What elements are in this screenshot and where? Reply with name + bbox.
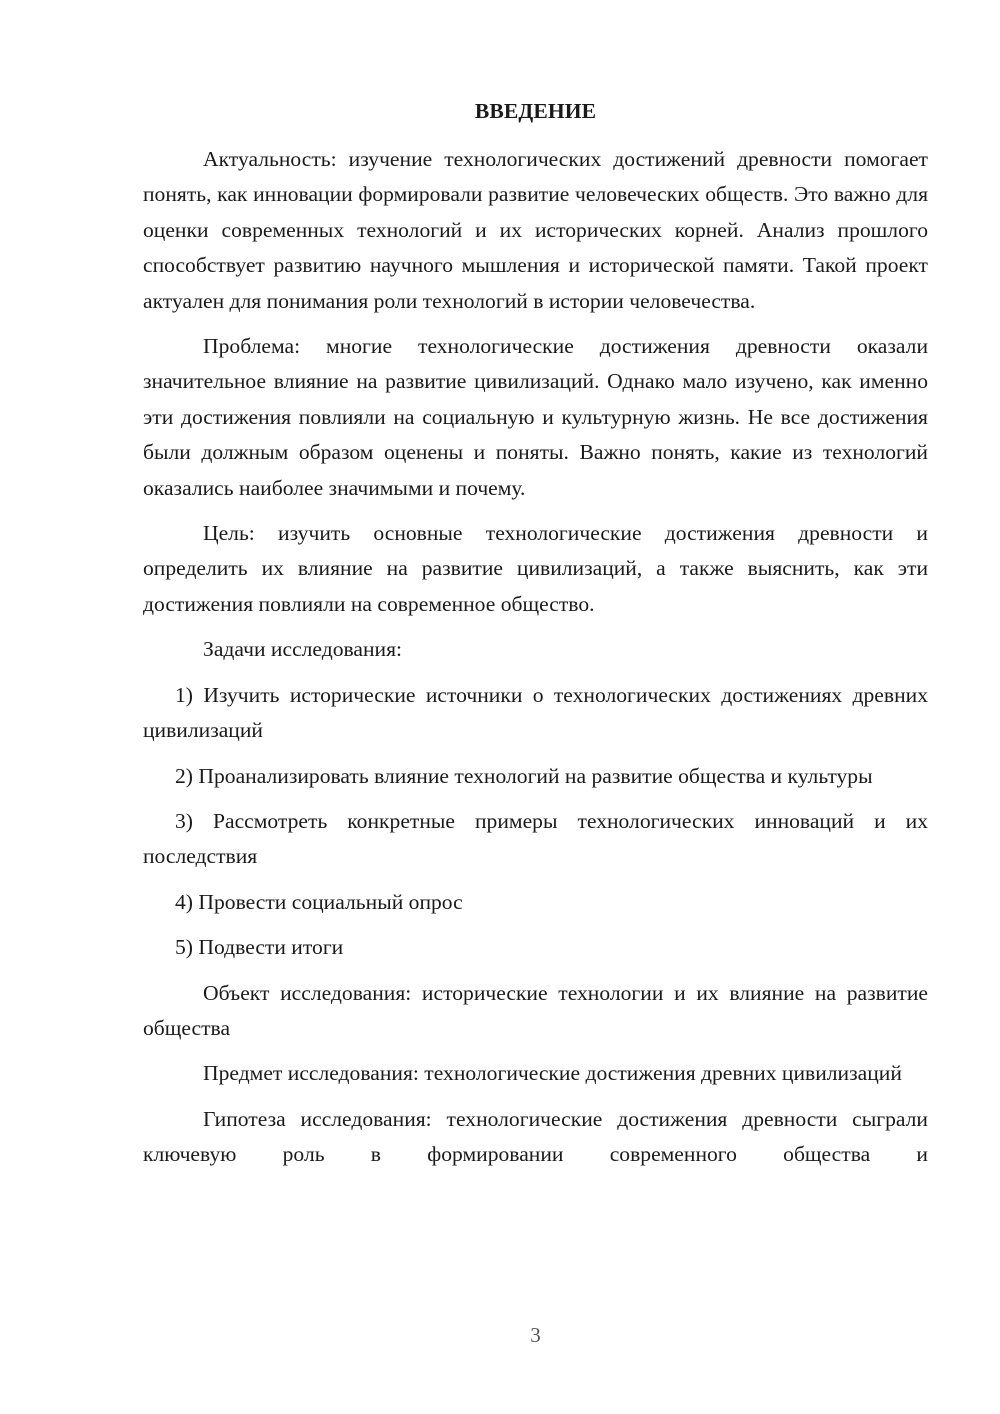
paragraph-problem: Проблема: многие технологические достижения древности оказали значительное влияние на развитие цивилизаций. Однако мало изучено, как именно эти достижения повлияли на социальную и культурную жизнь. Не все достижения были должным образом оценены и поняты. Важно понять, какие из технологий оказались наиболее значимыми и почему.: [143, 334, 928, 500]
task-item-3: 3) Рассмотреть конкретные примеры технологических инноваций и их последствия: [143, 808, 928, 869]
task-item-4: 4) Провести социальный опрос: [175, 889, 463, 914]
task-item-5: 5) Подвести итоги: [175, 935, 344, 960]
page-content: [143, 94, 928, 1183]
task-item-1: 1) Изучить исторические источники о технологических достижениях древних цивилизаций: [143, 682, 928, 743]
task-item-2: 2) Проанализировать влияние технологий на развитие общества и культуры: [175, 763, 873, 788]
paragraph-relevance: Актуальность: изучение технологических достижений древности помогает понять, как инновации формировали развитие человеческих обществ. Это важно для оценки современных технологий и их исторических корней. Анализ прошлого способствует развитию научного мышления и исторической памяти. Такой проект актуален для понимания роли технологий в истории человечества.: [143, 147, 928, 313]
paragraph-object: Объект исследования: исторические технологии и их влияние на развитие общества: [143, 980, 928, 1040]
page-number: 3: [530, 1323, 541, 1347]
paragraph-hypothesis: Гипотеза исследования: технологические достижения древности сыграли ключевую роль в формировании современного общества и: [143, 1106, 928, 1167]
paragraph-tasks-heading: Задачи исследования:: [203, 637, 403, 662]
tasks-list: [143, 678, 928, 966]
section-title: ВВЕДЕНИЕ: [474, 99, 597, 123]
paragraph-subject: Предмет исследования: технологические достижения древних цивилизаций: [203, 1061, 902, 1086]
paragraph-goal: Цель: изучить основные технологические достижения древности и определить их влияние на развитие цивилизаций, а также выяснить, как эти достижения повлияли на современное общество.: [143, 521, 928, 616]
